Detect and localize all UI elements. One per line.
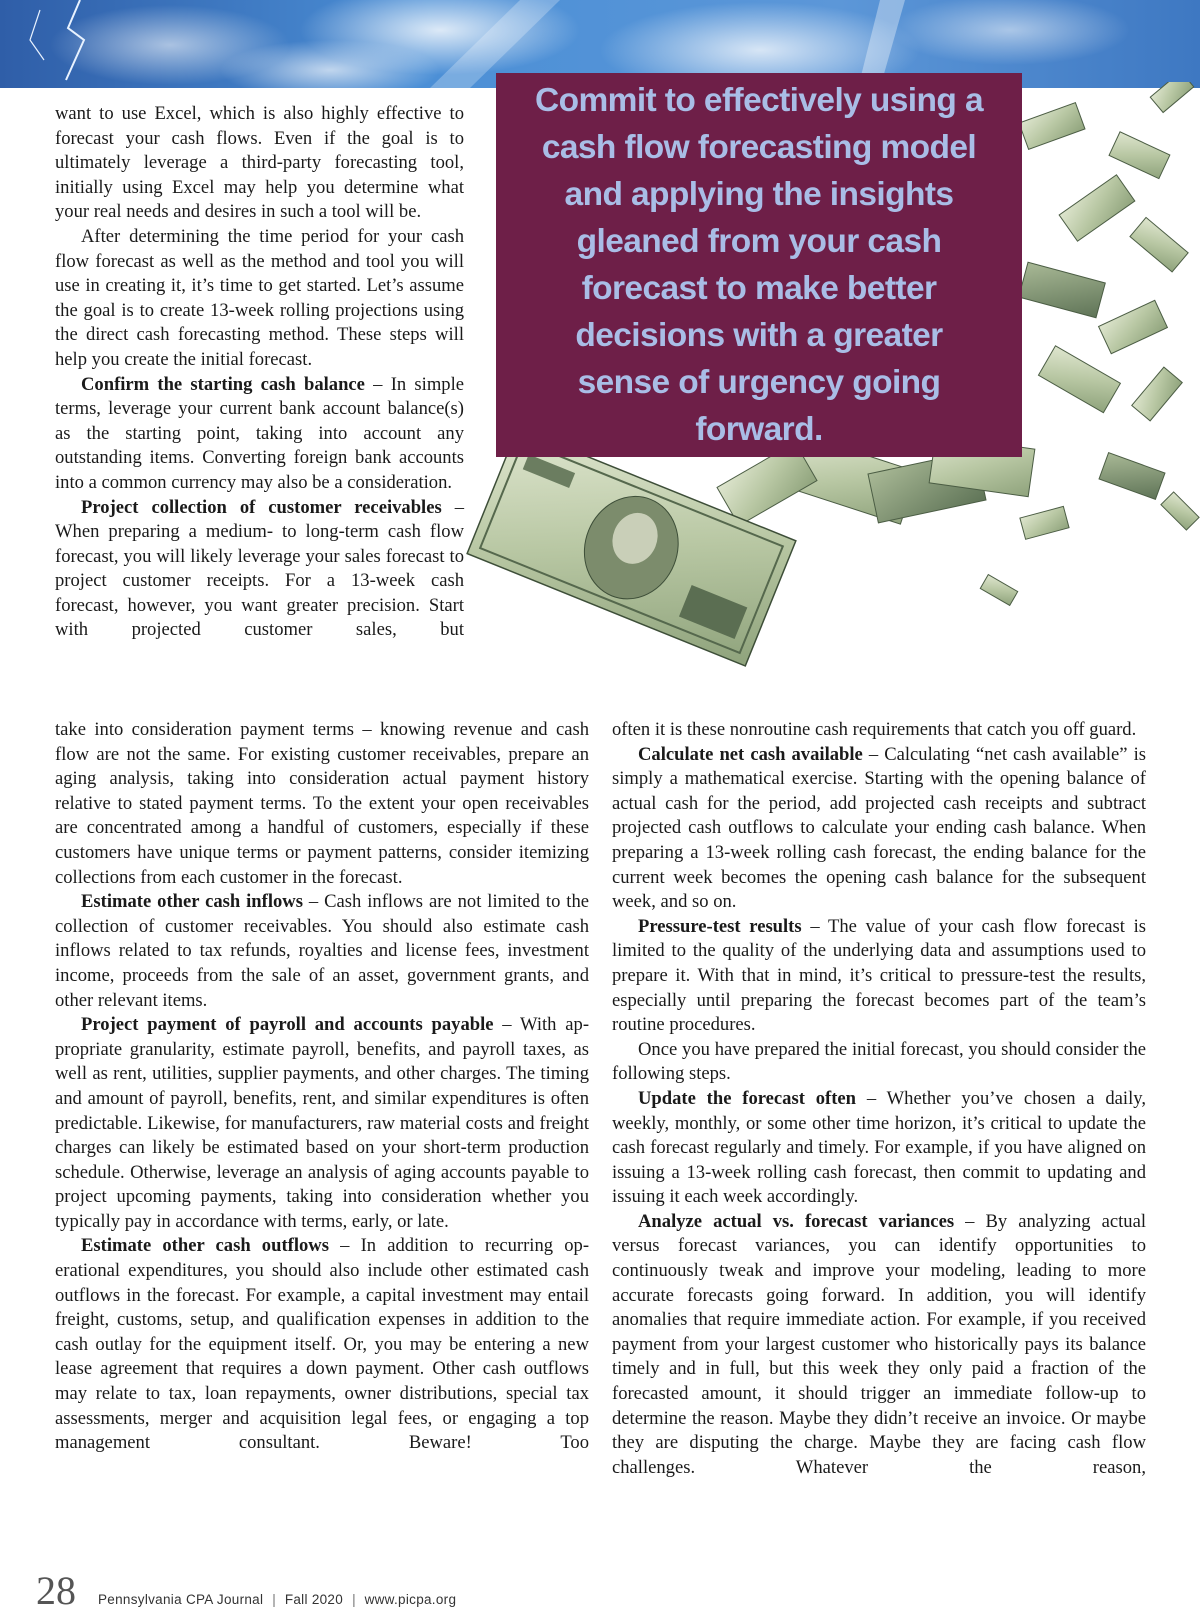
paragraph-heading: Project payment of payroll and accounts payable: [81, 1014, 494, 1036]
paragraph-heading: Project collection of customer receivables: [81, 496, 442, 518]
paragraph: [612, 915, 1146, 1038]
paragraph-heading: Analyze actual vs. forecast variances: [638, 1210, 955, 1232]
paragraph: [55, 496, 464, 644]
paragraph-body: – In simple terms, leverage your current bank account balance(s) as the starting point, taking into account any outstanding items. Converting foreign bank accounts into a common currency may also be a consideration.: [55, 373, 465, 493]
paragraph: want to use Excel, which is also highly effective to forecast your cash flows. Even if the goal is to ultimately leverage a third-party forecasting tool, initially using Excel may help you determine what your real needs and desires in such a tool will be.: [55, 103, 464, 223]
paragraph-heading: Update the forecast often: [638, 1087, 856, 1109]
column-right: [612, 718, 1146, 1480]
page-footer: [36, 1567, 456, 1617]
paragraph-body: – With appropriate granularity, estimate payroll, benefits, and payroll taxes, as well as rent, utilities, supplier payments, and other charges. The timing and amount of payroll, benefits, rent, and similar expenditures is often predictable. Likewise, for manufacturers, raw material costs and freight charges can likely be estimated based on your short-term production schedule. Otherwise, leverage an analysis of aging accounts payable to project upcoming payments, taking into consideration whether you typically pay in accordance with terms, early, or late.: [55, 1014, 590, 1232]
page-number: 28: [36, 1568, 76, 1613]
paragraph-heading: Estimate other cash inflows: [81, 891, 303, 913]
paragraph-heading: Calculate net cash available: [638, 743, 863, 765]
footer-separator: |: [272, 1592, 276, 1607]
pull-quote-box: [496, 73, 1022, 457]
paragraph-body: – Whether you’ve chosen a daily, weekly, monthly, or some other time horizon, it’s critical to update the cash forecast regularly and timely. For example, if you have aligned on issuing a 13-week rolling cash forecast, then commit to updating and issuing it each week accordingly.: [612, 1087, 1146, 1208]
paragraph: [612, 1210, 1146, 1481]
paragraph-body: – When preparing a medium- to long-term cash flow forecast, you will likely leverage your sales forecast to project customer receipts. For a 13-week cash forecast, however, you want greater precision. Start with projected customer sales, but: [55, 496, 464, 641]
paragraph: [612, 743, 1146, 915]
publication-name: Pennsylvania CPA Journal: [98, 1592, 264, 1607]
paragraph-body: – By analyzing actual versus forecast variances, you can identify opportunities to continuously tweak and improve your modeling, leading to more accurate forecasts going forward. In addition, you will identify anomalies that require immediate action. For example, if you received payment from your largest customer who historically pays its balance timely and in full, but this week they only paid a fraction of the forecasted amount, it should trigger an immediate follow-up to determine the reason. Maybe they didn’t receive an invoice. Or maybe they are disputing the charge. Maybe they are facing cash flow challenges. Whatever the reason,: [612, 1210, 1146, 1478]
paragraph: [612, 1087, 1146, 1210]
paragraph: often it is these nonroutine cash requirements that catch you off guard.: [612, 719, 1137, 740]
paragraph-body: – In addition to recurring operational expenditures, you should also include other estimated cash outflows in the forecast. For example, a capital investment may entail freight, customs, setup, and qualification expenses in addition to the cash outlay for the equipment itself. Or, you may be entering a new lease agreement that requires a down payment. Other cash outflows may relate to tax, loan repayments, owner distributions, special tax assessments, merger and acquisition legal fees, or engaging a top management consultant. Beware! Too: [55, 1235, 590, 1454]
paragraph-heading: Estimate other cash outflows: [81, 1235, 329, 1257]
paragraph: After determining the time period for your cash flow forecast as well as the method and tool you will use in creating it, it’s time to get started. Let’s assume the goal is to create 13-week rolling projections using the direct cash forecasting method. These steps will help you create the initial forecast.: [55, 225, 464, 370]
column-left-upper: [55, 102, 464, 643]
issue-date: Fall 2020: [284, 1592, 344, 1607]
column-left-lower: [55, 718, 589, 1456]
website-link[interactable]: www.picpa.org: [364, 1592, 457, 1607]
paragraph: [55, 373, 464, 496]
paragraph: [55, 1013, 589, 1234]
paragraph-heading: Confirm the starting cash balance: [81, 373, 365, 395]
paragraph-body: – The value of your cash flow forecast is limited to the quality of the underlying data and assumptions used to prepare it. With that in mind, it’s critical to pressure-test the results, especially until preparing the forecast becomes part of the team’s routine procedures.: [612, 915, 1146, 1036]
paragraph: take into consideration payment terms – knowing revenue and cash flow are not the same. For existing customer receivables, prepare an aging analysis, taking into consideration actual payment history relative to stated payment terms. To the extent your open receivables are concentrated among a handful of customers, especially if these customers have unique terms or payment patterns, consider itemizing collections from each customer in the forecast.: [55, 719, 589, 888]
paragraph: Once you have prepared the initial forecast, you should consider the following steps.: [612, 1038, 1146, 1085]
footer-separator: |: [352, 1592, 356, 1607]
paragraph-body: – Cash inflows are not limited to the collection of customer receivables. You should also estimate cash inflows related to tax refunds, royalties and license fees, investment income, proceeds from the sale of an asset, government grants, and other relevant items.: [55, 891, 590, 1011]
paragraph: [55, 1234, 589, 1455]
paragraph: [55, 890, 589, 1013]
paragraph-heading: Pressure-test results: [638, 915, 802, 937]
pull-quote-text: Commit to effectively using a cash flow forecasting model and applying the insights gleaned from your cash forecast to make better decisions with a greater sense of urgency going forward.: [535, 82, 983, 448]
paragraph-body: – Calculating “net cash available” is simply a mathematical exercise. Starting with the opening balance of actual cash for the period, add projected cash receipts and subtract projected cash outflows to calculate your ending cash balance. When preparing a 13-week rolling cash forecast, the ending balance for the current week becomes the opening cash balance for the subsequent week, and so on.: [612, 743, 1146, 913]
